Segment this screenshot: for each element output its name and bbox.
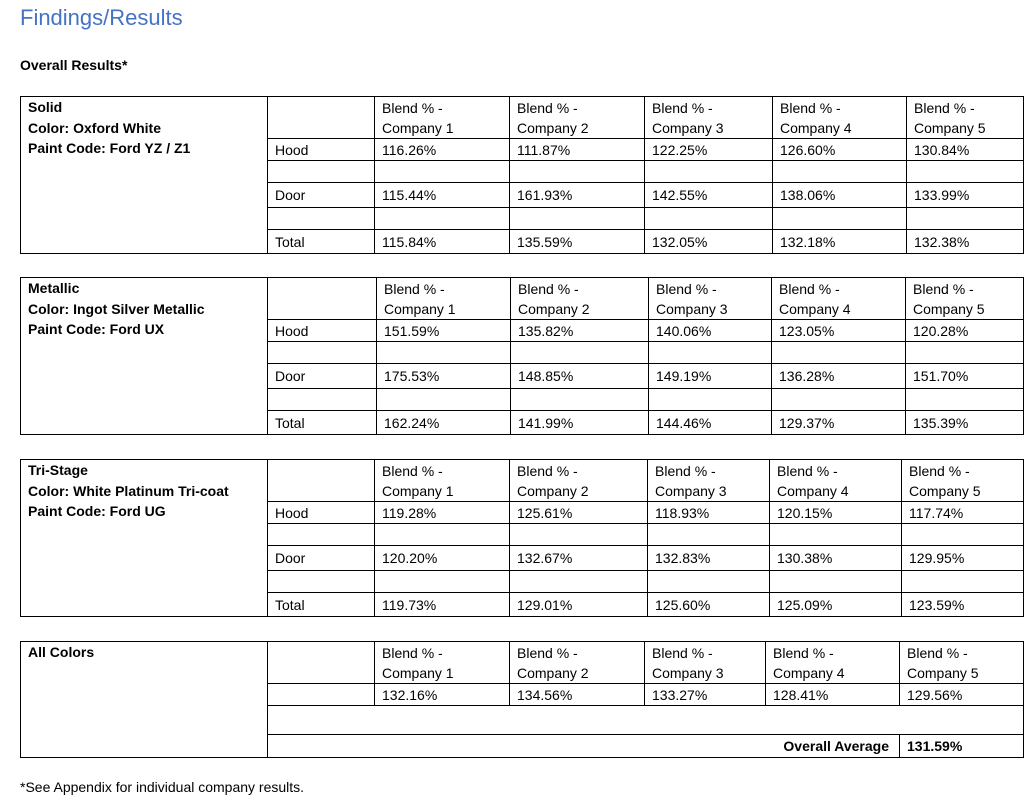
cell-value: 136.28%	[772, 364, 906, 389]
column-header: Blend % - Company 2	[510, 97, 645, 139]
row-label: Door	[268, 546, 375, 571]
column-header: Blend % - Company 3	[648, 460, 770, 502]
cell-value: 125.61%	[510, 502, 648, 524]
page-title: Findings/Results	[20, 5, 183, 30]
cell-value: 140.06%	[649, 320, 772, 342]
cell-value: 119.73%	[375, 593, 510, 617]
overall-results-heading: Overall Results*	[20, 57, 128, 73]
cell-value: 133.99%	[907, 183, 1024, 208]
paint-type: All Colors	[28, 644, 95, 660]
cell-value: 123.59%	[902, 593, 1024, 617]
column-header: Blend % - Company 4	[770, 460, 902, 502]
cell-value: 122.25%	[645, 139, 773, 161]
section-description	[21, 460, 268, 617]
paint-color: Color: Oxford White	[28, 119, 161, 136]
row-label: Door	[268, 183, 375, 208]
footnote: *See Appendix for individual company results.	[20, 779, 305, 795]
cell-value: 117.74%	[902, 502, 1024, 524]
cell-value: 151.59%	[377, 320, 511, 342]
cell-value: 129.01%	[510, 593, 648, 617]
row-label: Hood	[268, 139, 375, 161]
cell-value: 125.09%	[770, 593, 902, 617]
column-header: Blend % - Company 4	[772, 278, 906, 320]
cell-value: 132.83%	[648, 546, 770, 571]
cell-value: 148.85%	[511, 364, 649, 389]
cell-value: 132.18%	[773, 230, 907, 254]
cell-value: 116.26%	[375, 139, 510, 161]
cell-value: 123.05%	[772, 320, 906, 342]
column-header: Blend % - Company 1	[375, 460, 510, 502]
results-table-solid	[20, 96, 1024, 254]
header-spacer	[268, 460, 375, 502]
cell-value: 132.16%	[375, 684, 510, 706]
cell-value: 149.19%	[649, 364, 772, 389]
column-header: Blend % - Company 1	[375, 97, 510, 139]
cell-value: 119.28%	[375, 502, 510, 524]
overall-average-label: Overall Average	[268, 735, 900, 758]
paint-color: Color: White Platinum Tri-coat	[28, 482, 229, 499]
row-label: Hood	[268, 320, 377, 342]
overall-average-value: 131.59%	[900, 735, 1024, 758]
cell-value: 111.87%	[510, 139, 645, 161]
row-label: Total	[268, 593, 375, 617]
column-header: Blend % - Company 2	[511, 278, 649, 320]
cell-value: 135.82%	[511, 320, 649, 342]
cell-value: 129.37%	[772, 411, 906, 435]
cell-value: 130.84%	[907, 139, 1024, 161]
cell-value: 151.70%	[906, 364, 1024, 389]
results-table-all-colors	[20, 641, 1024, 758]
column-header: Blend % - Company 3	[649, 278, 772, 320]
cell-value: 118.93%	[648, 502, 770, 524]
section-description	[21, 278, 268, 435]
cell-value: 129.56%	[900, 684, 1024, 706]
cell-value: 161.93%	[510, 183, 645, 208]
cell-value: 141.99%	[511, 411, 649, 435]
paint-type: Solid	[28, 99, 63, 115]
header-spacer	[268, 97, 375, 139]
cell-value: 126.60%	[773, 139, 907, 161]
paint-code: Paint Code: Ford UG	[28, 503, 166, 519]
cell-value: 134.56%	[510, 684, 645, 706]
row-label: Total	[268, 411, 377, 435]
column-header: Blend % - Company 3	[645, 642, 766, 684]
column-header: Blend % - Company 2	[510, 460, 648, 502]
column-header: Blend % - Company 5	[902, 460, 1024, 502]
cell-value: 175.53%	[377, 364, 511, 389]
section-description	[21, 97, 268, 254]
cell-value: 135.39%	[906, 411, 1024, 435]
cell-value: 135.59%	[510, 230, 645, 254]
results-table-metallic	[20, 277, 1024, 435]
column-header: Blend % - Company 4	[766, 642, 900, 684]
paint-color: Color: Ingot Silver Metallic	[28, 300, 205, 317]
column-header: Blend % - Company 5	[906, 278, 1024, 320]
cell-value: 133.27%	[645, 684, 766, 706]
column-header: Blend % - Company 2	[510, 642, 645, 684]
header-spacer	[268, 642, 375, 684]
cell-value: 132.38%	[907, 230, 1024, 254]
cell-value: 120.15%	[770, 502, 902, 524]
paint-type: Tri-Stage	[28, 462, 88, 478]
cell-value: 120.20%	[375, 546, 510, 571]
cell-value: 138.06%	[773, 183, 907, 208]
column-header: Blend % - Company 4	[773, 97, 907, 139]
section-description	[21, 642, 268, 758]
cell-value: 120.28%	[906, 320, 1024, 342]
column-header: Blend % - Company 3	[645, 97, 773, 139]
cell-value: 130.38%	[770, 546, 902, 571]
paint-code: Paint Code: Ford YZ / Z1	[28, 140, 191, 156]
cell-value: 115.84%	[375, 230, 510, 254]
cell-value: 144.46%	[649, 411, 772, 435]
cell-value: 128.41%	[766, 684, 900, 706]
row-label	[268, 684, 375, 706]
cell-value: 132.67%	[510, 546, 648, 571]
column-header: Blend % - Company 1	[377, 278, 511, 320]
row-label: Total	[268, 230, 375, 254]
results-table-tri-stage	[20, 459, 1024, 617]
paint-code: Paint Code: Ford UX	[28, 321, 165, 337]
header-spacer	[268, 278, 377, 320]
column-header: Blend % - Company 5	[900, 642, 1024, 684]
column-header: Blend % - Company 5	[907, 97, 1024, 139]
cell-value: 129.95%	[902, 546, 1024, 571]
cell-value: 132.05%	[645, 230, 773, 254]
cell-value: 115.44%	[375, 183, 510, 208]
cell-value: 125.60%	[648, 593, 770, 617]
row-label: Door	[268, 364, 377, 389]
paint-type: Metallic	[28, 280, 80, 296]
cell-value: 162.24%	[377, 411, 511, 435]
row-label: Hood	[268, 502, 375, 524]
column-header: Blend % - Company 1	[375, 642, 510, 684]
cell-value: 142.55%	[645, 183, 773, 208]
